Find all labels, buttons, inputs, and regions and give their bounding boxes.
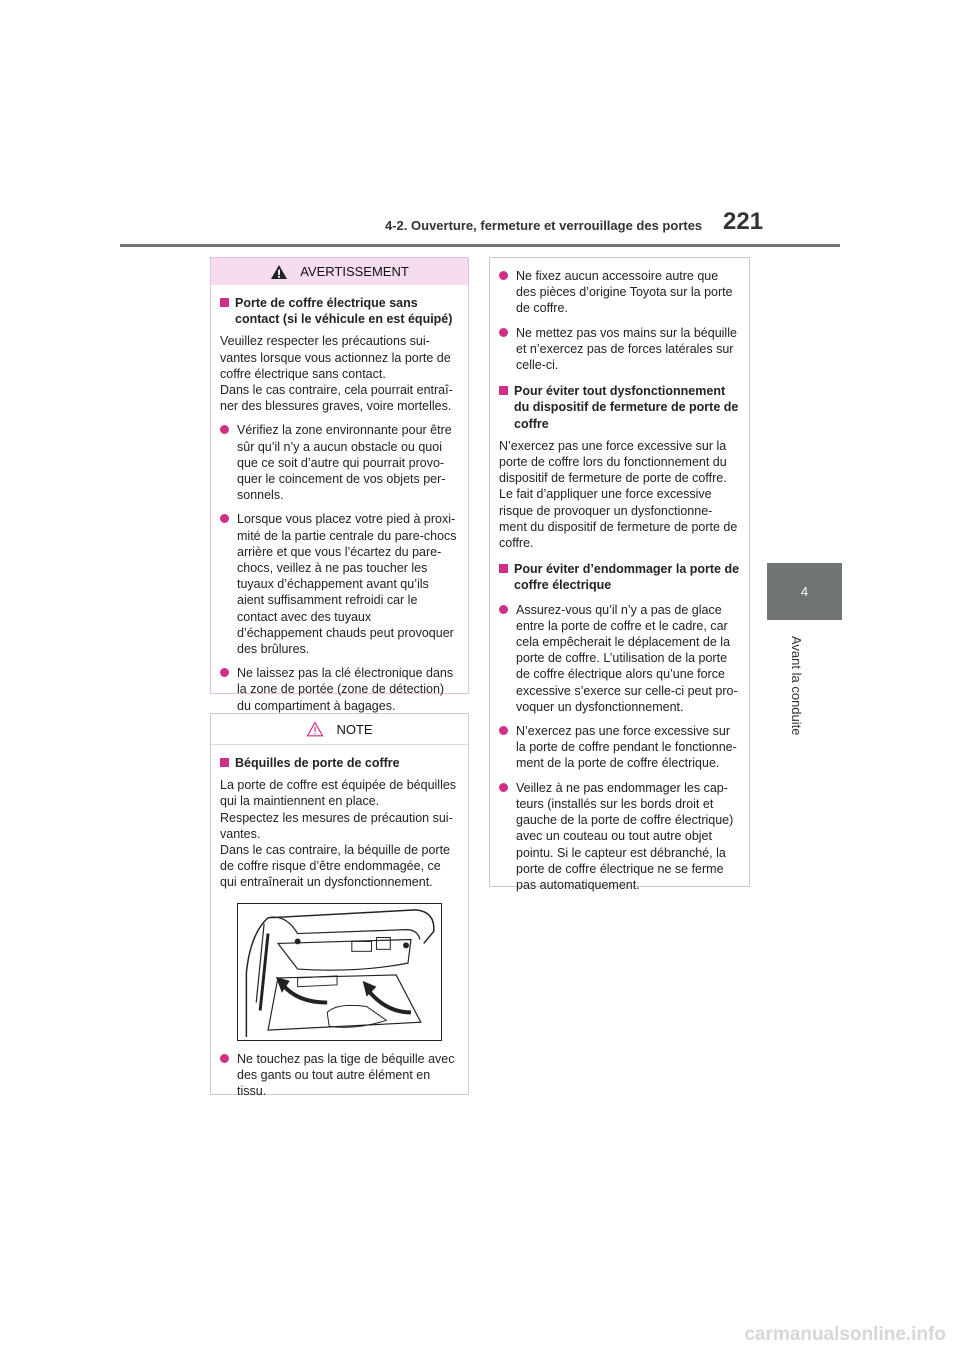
warning-heading: AVERTISSEMENT bbox=[300, 264, 409, 279]
caution-triangle-outline-icon bbox=[306, 721, 324, 737]
note-heading: NOTE bbox=[336, 721, 373, 737]
list-item: Ne mettez pas vos mains sur la béquille et n’exercez pas de forces latérales sur celle-ci. bbox=[499, 325, 740, 374]
bullet-dot-icon bbox=[499, 605, 508, 614]
note-box bbox=[210, 713, 469, 1099]
header-rule bbox=[120, 244, 840, 247]
closer-paragraph-1: N’exercez pas une force excessive sur la porte de coffre lors du fonctionnement du dispositif de fermeture de porte de coffre. bbox=[499, 438, 727, 486]
square-bullet-icon bbox=[220, 298, 229, 307]
warning-section-title: Porte de coffre électrique sans contact (si le véhicule en est équipé) bbox=[220, 295, 459, 327]
bullet-dot-icon bbox=[220, 425, 229, 434]
bullet-dot-icon bbox=[220, 668, 229, 677]
chapter-number: 4 bbox=[800, 584, 809, 599]
list-item: Vérifiez la zone environnante pour être sûr qu’il n’y a aucun obstacle ou quoi que ce soit d’autre qui pourrait provo-quer le coincement de vos objets per-sonnels. bbox=[220, 422, 459, 503]
note-intro-3: Dans le cas contraire, la béquille de porte de coffre risque d’être endommagée, ce qui entraînerait un dysfonctionnement. bbox=[220, 843, 450, 890]
bullet-dot-icon bbox=[220, 514, 229, 523]
note-intro-2: Respectez les mesures de précaution sui-vantes. bbox=[220, 810, 453, 841]
list-item: Ne laissez pas la clé électronique dans la zone de portée (zone de détection) du compartiment à bagages. bbox=[220, 665, 459, 714]
chapter-tab[interactable] bbox=[767, 563, 842, 620]
bullet-dot-icon bbox=[499, 726, 508, 735]
continued-warning-box bbox=[489, 257, 750, 892]
bullet-dot-icon bbox=[220, 1054, 229, 1063]
chapter-label: Avant la conduite bbox=[789, 636, 804, 736]
list-item: Veillez à ne pas endommager les cap-teurs (installés sur les bords droit et gauche de la porte de coffre électrique) avec un couteau ou tout autre objet pointu. Si le capteur est débranché, la porte de coffre électrique ne se ferme pas automatiquement. bbox=[499, 780, 740, 893]
square-bullet-icon bbox=[499, 386, 508, 395]
section-title-closer: Pour éviter tout dysfonctionnement du dispositif de fermeture de porte de coffre bbox=[499, 383, 740, 432]
square-bullet-icon bbox=[499, 564, 508, 573]
note-box-header bbox=[211, 714, 468, 745]
list-item: N’exercez pas une force excessive sur la porte de coffre pendant le fonctionne-ment de la porte de coffre électrique. bbox=[499, 723, 740, 772]
warning-box bbox=[210, 257, 469, 713]
square-bullet-icon bbox=[220, 758, 229, 767]
watermark: carmanualsonline.info bbox=[744, 1324, 946, 1345]
note-section-title: Béquilles de porte de coffre bbox=[220, 755, 459, 771]
warning-intro-1: Veuillez respecter les précautions sui-vantes lorsque vous actionnez la porte de coffre électrique sans contact. bbox=[220, 334, 451, 381]
bullet-dot-icon bbox=[499, 328, 508, 337]
list-item: Ne fixez aucun accessoire autre que des pièces d’origine Toyota sur la porte de coffre. bbox=[499, 268, 740, 317]
note-intro-1: La porte de coffre est équipée de béquilles qui la maintiennent en place. bbox=[220, 778, 457, 809]
section-title-power-tailgate: Pour éviter d’endommager la porte de coffre électrique bbox=[499, 561, 740, 593]
bullet-dot-icon bbox=[499, 271, 508, 280]
list-item: Lorsque vous placez votre pied à proxi-mité de la partie centrale du pare-chocs arrière et que vous l’écartez du pare-chocs, veillez à ne pas toucher les tuyaux d’échappement avant qu’ils aient suffisamment refroidi car le contact avec des tuyaux d’échappement chauds peut provoquer des brûlures. bbox=[220, 511, 459, 657]
warning-box-header bbox=[211, 258, 468, 285]
bullet-dot-icon bbox=[499, 783, 508, 792]
list-item: Assurez-vous qu’il n’y a pas de glace entre la porte de coffre et le cadre, car cela empêcherait le déplacement de la porte de coffre. L’utilisation de la porte de coffre électrique alors qu’une force excessive s’exerce sur celle-ci peut pro-voquer un dysfonctionnement. bbox=[499, 602, 740, 715]
tailgate-strut-illustration bbox=[237, 903, 442, 1041]
warning-triangle-icon bbox=[270, 264, 288, 280]
page-number: 221 bbox=[723, 208, 764, 235]
list-item: Ne touchez pas la tige de béquille avec des gants ou tout autre élément en tissu. bbox=[220, 1051, 459, 1100]
warning-intro-2: Dans le cas contraire, cela pourrait entraî-ner des blessures graves, voire mortelles. bbox=[220, 383, 453, 414]
closer-paragraph-2: Le fait d’appliquer une force excessive risque de provoquer un dysfonctionne-ment du dispositif de fermeture de porte de coffre. bbox=[499, 487, 738, 551]
running-header: 4-2. Ouverture, fermeture et verrouillage des portes bbox=[385, 218, 703, 233]
